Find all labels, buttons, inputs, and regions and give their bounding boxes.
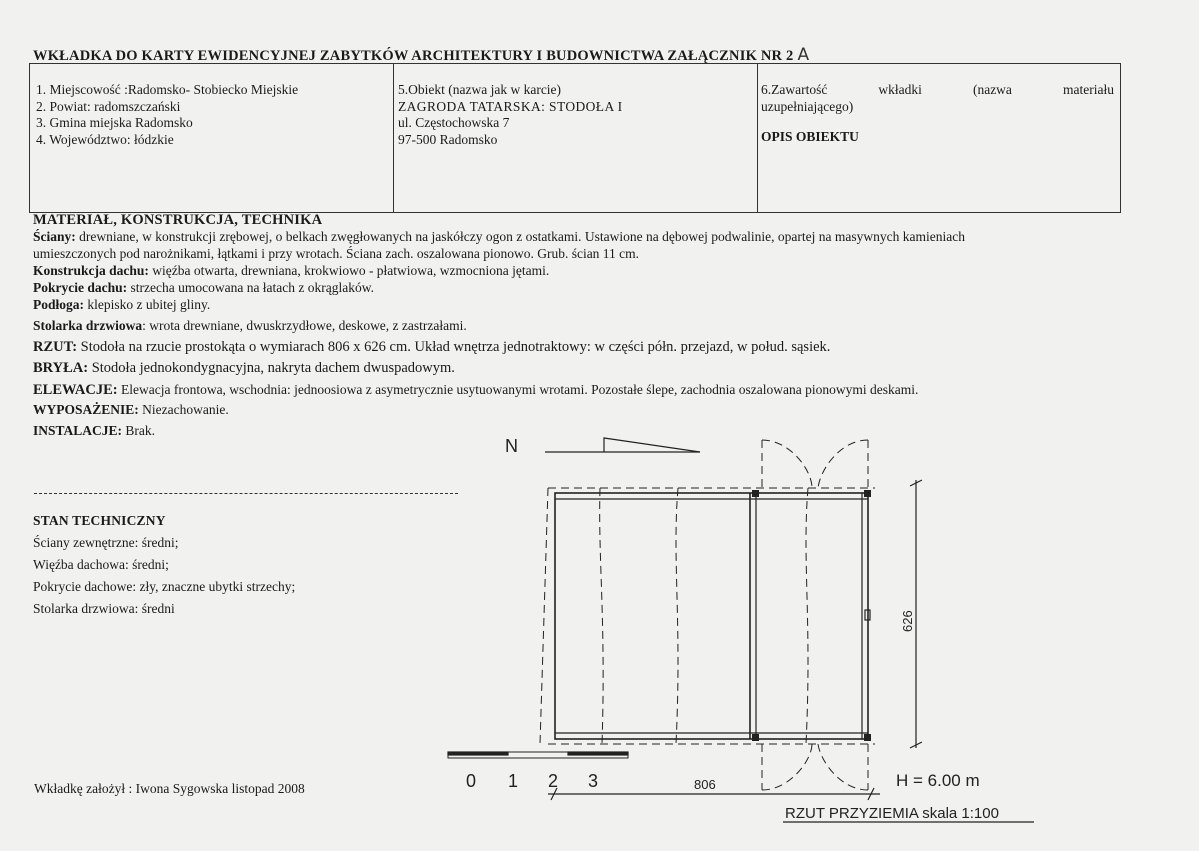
rzut-label: RZUT: [33,339,78,355]
title-text: WKŁADKA DO KARTY EWIDENCYJNEJ ZABYTKÓW ARCHITEKTURY I BUDOWNICTWA ZAŁĄCZNIK NR 2 [33,48,794,64]
north-label: N [505,436,518,456]
barn-outline [555,493,868,739]
width-dimension-label: 806 [694,777,716,792]
instalacje-label: INSTALACJE: [33,423,123,438]
contents-word: 6.Zawartość [761,82,828,97]
door-swing-arc [818,440,868,488]
rafter-line [676,488,678,744]
location-line: 1. Miejscowość :Radomsko- Stobiecko Miejskie [36,82,299,97]
konstrukcja-text: więźba otwarta, drewniana, krokwiowo - płatwiowa, wzmocniona jętami. [148,263,550,278]
opis-obiektu-heading: OPIS OBIEKTU [761,129,859,144]
rafter-line [600,488,603,744]
author-note: Wkładkę założył : Iwona Sygowska listopad 2008 [34,781,305,796]
contents-label-line2: uzupełniającego) [761,98,854,114]
elewacje-text: Elewacja frontowa, wschodnia: jednoosiowa z asymetrycznie usytuowanymi wrotami. Pozostałe ślepe, zachodnia oszalowana pionowymi deskami. [117,382,919,397]
contents-word: wkładki [878,82,922,97]
plan-caption: RZUT PRZYZIEMIA skala 1:100 [785,805,999,822]
pokrycie-label: Pokrycie dachu: [33,280,128,295]
podloga-text: klepisko z ubitej gliny. [84,297,211,312]
stolarka-label: Stolarka drzwiowa [33,318,143,333]
bryla-text: Stodoła jednokondygnacyjna, nakryta dachem dwuspadowym. [88,360,455,376]
annex-mark: A [797,45,810,65]
object-line: ul. Częstochowska 7 [398,115,510,130]
stan-item: Ściany zewnętrzne: średni; [33,535,179,550]
location-line: 2. Powiat: radomszczański [36,98,181,114]
bryla-label: BRYŁA: [33,360,89,376]
door-swing-arc [818,744,868,790]
stolarka-text: : wrota drewniane, dwuskrzydłowe, deskowe, z zastrzałami. [142,318,467,333]
overhang-west [540,488,548,744]
height-label: H = 6.00 m [896,771,980,790]
podloga-label: Podłoga: [33,297,85,312]
scale-bar-fill [448,752,508,755]
wyposazenie-label: WYPOSAŻENIE: [33,402,139,417]
rzut-text: Stodoła na rzucie prostokąta o wymiarach 806 x 626 cm. Układ wnętrza jednotraktowy: w części półn. przejazd, w połud. sąsiek. [77,339,831,355]
object-line: 97-500 Radomsko [398,131,498,147]
rafter-line [806,488,808,744]
door-swing-arc [762,440,812,488]
sciany-line-2: umieszczonych pod narożnikami, łątkami i przy wrotach. Ściana zach. oszalowana pionowo. Grub. ścian 11 cm. [33,246,640,261]
corner-post [752,734,759,741]
sciany-text: drewniane, w konstrukcji zrębowej, o belkach zwęgłowanych na jaskółczy ogon z ostatkami. Ustawione na dębowej podwalinie, opartej na masywnych kamieniach [75,229,965,244]
contents-word: materiału [1062,82,1114,97]
corner-post [752,490,759,497]
elewacje-label: ELEWACJE: [33,382,118,398]
scale-bar-fill [568,752,628,755]
north-arrow-head [604,438,700,452]
scale-label: 3 [588,771,599,791]
sciany-label: Ściany: [33,229,76,244]
stan-heading: STAN TECHNICZNY [33,513,166,528]
corner-post [864,490,871,497]
scale-label: 1 [508,771,519,791]
object-line: ZAGRODA TATARSKA: STODOŁA I [398,98,623,114]
location-line: 4. Województwo: łódzkie [36,131,174,147]
material-heading: MATERIAŁ, KONSTRUKCJA, TECHNIKA [33,212,323,228]
stan-item: Pokrycie dachowe: zły, znaczne ubytki strzechy; [33,579,296,594]
scale-label: 0 [466,771,477,791]
scale-label: 2 [548,771,559,791]
location-line: 3. Gmina miejska Radomsko [36,115,193,130]
depth-dimension-label: 626 [900,610,915,632]
stan-item: Stolarka drzwiowa: średni [33,601,175,616]
pokrycie-text: strzecha umocowana na łatach z okrąglaków. [127,280,375,295]
stan-item: Więźba dachowa: średni; [33,557,169,572]
wyposazenie-text: Niezachowanie. [138,402,229,417]
instalacje-text: Brak. [122,423,156,438]
corner-post [864,734,871,741]
konstrukcja-label: Konstrukcja dachu: [33,263,149,278]
contents-word: (nazwa [972,82,1012,97]
door-swing-arc [762,744,812,790]
object-line: 5.Obiekt (nazwa jak w karcie) [398,82,562,97]
